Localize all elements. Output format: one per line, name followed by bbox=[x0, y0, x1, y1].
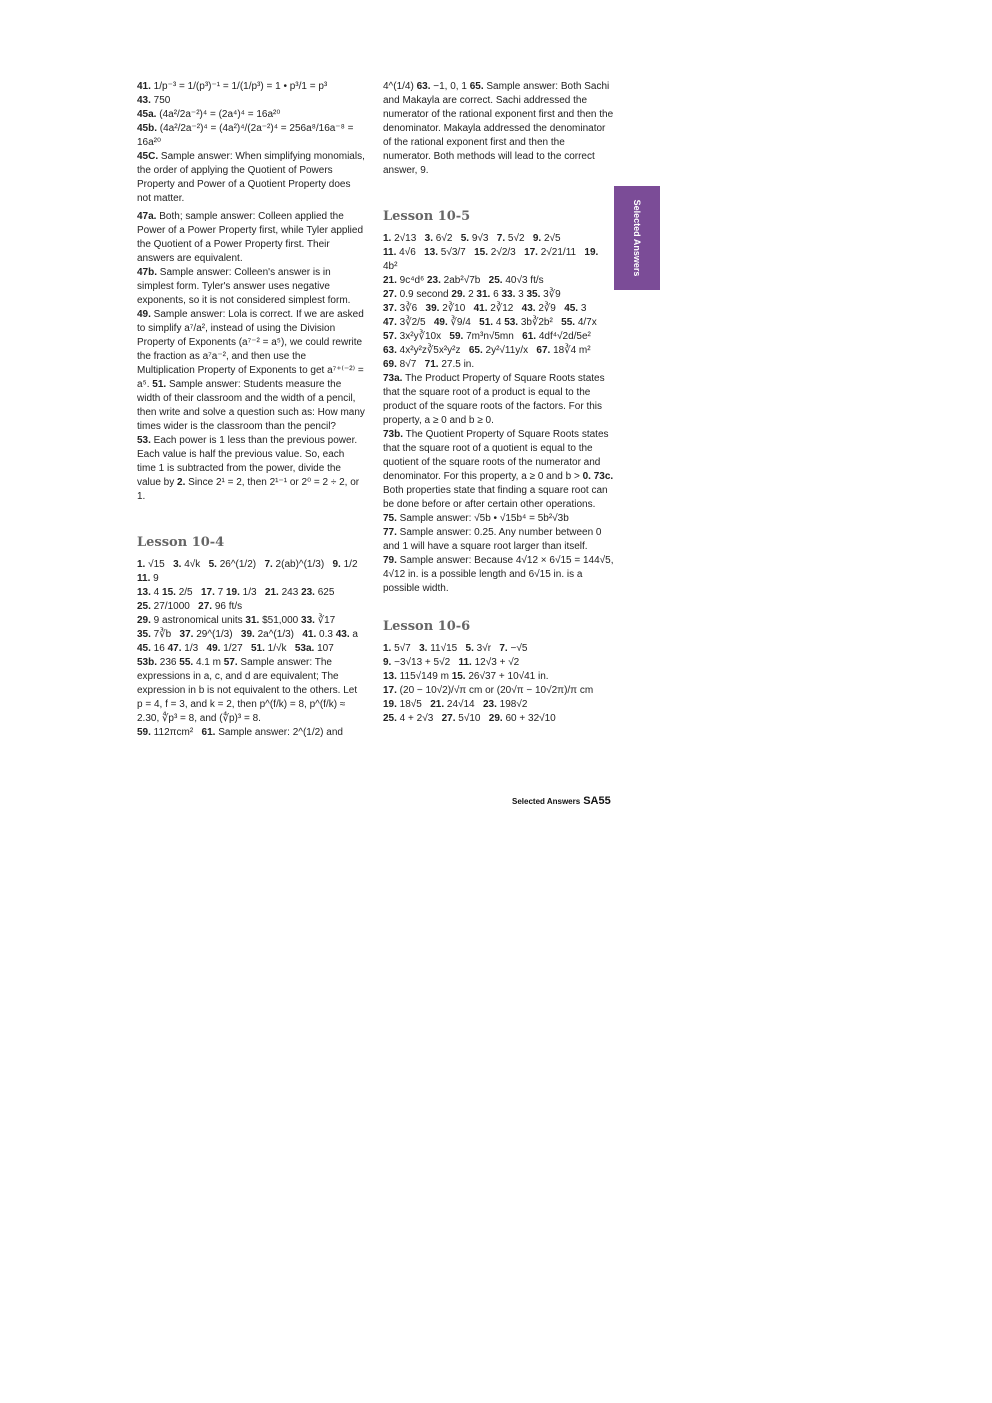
lesson-10-5-line: 57. 3x²y∛10x 59. 7m³n√5mn 61. 4df⁴√2d/5e² bbox=[383, 331, 591, 342]
answer-73b: 73b. The Quotient Property of Square Roots states that the square root of a quotient is equal to the quotient of the square roots of the numerator and denominator. For this property, a ≥ 0 and b > 0. 73c. Both properties state that finding a square root can be done before or after certain other operations. bbox=[383, 429, 614, 510]
lesson-10-4-line: 59. 112πcm² 61. Sample answer: 2^(1/2) and bbox=[137, 727, 343, 738]
footer-label: Selected Answers bbox=[512, 797, 581, 806]
answer-45b: 45b. (4a²/2a⁻²)⁴ = (4a²)⁴/(2a⁻²)⁴ = 256a⁸/16a⁻⁸ = 16a²⁰ bbox=[137, 123, 357, 148]
answer-77: 77. Sample answer: 0.25. Any number between 0 and 1 will have a square root larger than itself. bbox=[383, 527, 602, 552]
lesson-10-6-line: 1. 5√7 3. 11√15 5. 3√r 7. −√5 bbox=[383, 643, 528, 654]
answer-45a: 45a. (4a²/2a⁻²)⁴ = (2a⁴)⁴ = 16a²⁰ bbox=[137, 109, 281, 120]
lesson-10-4-line: 45. 16 47. 1/3 49. 1/27 51. 1/√k 53a. 107 bbox=[137, 643, 334, 654]
answer-45c: 45C. Sample answer: When simplifying monomials, the order of applying the Quotient of Powers Property and Power of a Quotient Property does not matter. bbox=[137, 151, 365, 204]
answer-53: 53. Each power is 1 less than the previous power. Each value is half the previous value. So, each time 1 is subtracted from the power, divide the value by 2. Since 2¹ = 2, then 2¹⁻¹ or 2⁰ = 2 ÷ 2, or 1. bbox=[137, 435, 360, 502]
lesson-10-5-line: 27. 0.9 second 29. 2 31. 6 33. 3 35. 3∛9 bbox=[383, 289, 561, 300]
answer-43: 43. 750 bbox=[137, 95, 171, 106]
answer-47b: 47b. Sample answer: Colleen's answer is in simplest form. Tyler's answer uses negative exponents, so it is not considered simplest form. 49. Sample answer: Lola is correct. If we are asked to simplify a⁷/a², instead of using the Division Property of Exponents (a⁷⁻² = a⁵), we could rewrite the fraction as a⁷a⁻², and then use the Multiplication Property of Exponents to get a⁷⁺⁽⁻²⁾ = a⁵. 51. Sample answer: Students measure the width of their classroom and the width of a pencil, then write and solve a question such as: How many times wider is the classroom than the pencil? bbox=[137, 267, 365, 432]
lesson-10-4-line: 53b. 236 55. 4.1 m 57. Sample answer: The expressions in a, c, and d are equivalent; The expression in b is not equivalent to the others. Let p = 4, f = 3, and k = 2, then p^(f/k) = 8, p^(f/k) ≈ 2.30, ∜p³ = 8, and (∜p)³ = 8. bbox=[137, 657, 358, 724]
lesson-10-4-line: 1. √15 3. 4√k 5. 26^(1/2) 7. 2(ab)^(1/3) 9. 1/2 11. 9 bbox=[137, 559, 366, 584]
tab-label: Selected Answers bbox=[632, 199, 642, 277]
page-number: SA55 bbox=[583, 795, 611, 807]
right-column bbox=[383, 80, 615, 726]
lesson-10-4-line: 35. 7∛b 37. 29^(1/3) 39. 2a^(1/3) 41. 0.3 43. a bbox=[137, 629, 358, 640]
answer-41: 41. 1/p⁻³ = 1/(p³)⁻¹ = 1/(1/p³) = 1 • p³/1 = p³ bbox=[137, 81, 328, 92]
lesson-10-5-line: 69. 8√7 71. 27.5 in. bbox=[383, 359, 475, 370]
lesson-10-5-line: 47. 3∛2/5 49. ∛9/4 51. 4 53. 3b∛2b² 55. 4/7x bbox=[383, 317, 597, 328]
page-footer bbox=[512, 795, 611, 807]
left-column bbox=[137, 80, 365, 740]
lesson-10-6-line: 13. 115√149 m 15. 26√37 + 10√41 in. bbox=[383, 671, 549, 682]
lesson-10-6-line: 17. (20 − 10√2)/√π cm or (20√π − 10√2π)/π cm bbox=[383, 685, 594, 696]
lesson-10-6-line: 9. −3√13 + 5√2 11. 12√3 + √2 bbox=[383, 657, 520, 668]
lesson-10-6-line: 19. 18√5 21. 24√14 23. 198√2 bbox=[383, 699, 528, 710]
answer-75: 75. Sample answer: √5b • √15b⁴ = 5b²√3b bbox=[383, 513, 569, 524]
lesson-10-4-title: Lesson 10-4 bbox=[137, 535, 225, 550]
answer-73a: 73a. The Product Property of Square Roots states that the square root of a product is equal to the product of the square roots of the factors. For this property, a ≥ 0 and b ≥ 0. bbox=[383, 373, 605, 426]
lesson-10-5-line: 1. 2√13 3. 6√2 5. 9√3 7. 5√2 9. 2√5 bbox=[383, 233, 561, 244]
answer-79: 79. Sample answer: Because 4√12 × 6√15 = 144√5, 4√12 in. is a possible length and 6√15 in. is a possible width. bbox=[383, 555, 614, 594]
lesson-10-5-line: 37. 3∛6 39. 2∛10 41. 2∛12 43. 2∛9 45. 3 bbox=[383, 303, 587, 314]
lesson-10-4-line: 29. 9 astronomical units 31. $51,000 33. ∛17 bbox=[137, 615, 336, 626]
lesson-10-4-line: 25. 27/1000 27. 96 ft/s bbox=[137, 601, 243, 612]
lesson-10-6-line: 25. 4 + 2√3 27. 5√10 29. 60 + 32√10 bbox=[383, 713, 556, 724]
lesson-10-6-title: Lesson 10-6 bbox=[383, 619, 471, 634]
lesson-10-5-line: 63. 4x²y²z∛5x²y²z 65. 2y²√11y/x 67. 18∛4 m² bbox=[383, 345, 591, 356]
lesson-10-4-line: 13. 4 15. 2/5 17. 7 19. 1/3 21. 243 23. 625 bbox=[137, 587, 335, 598]
lesson-10-5-title: Lesson 10-5 bbox=[383, 209, 471, 224]
lesson-10-5-line: 11. 4√6 13. 5√3/7 15. 2√2/3 17. 2√21/11 19. 4b² bbox=[383, 247, 602, 272]
selected-answers-tab bbox=[614, 186, 660, 290]
answer-47a: 47a. Both; sample answer: Colleen applied the Power of a Power Property first, while Tyler applied the Quotient of a Power Property first. Their answers are equivalent. bbox=[137, 211, 364, 264]
answer-63-65: 4^(1/4) 63. −1, 0, 1 65. Sample answer: Both Sachi and Makayla are correct. Sachi addressed the numerator of the rational exponent first and then the denominator. Makayla addressed the denominator of the rational exponent first and then the numerator. Both methods will lead to the correct answer, 9. bbox=[383, 81, 614, 176]
lesson-10-5-line: 21. 9c⁴d⁶ 23. 2ab²√7b 25. 40√3 ft/s bbox=[383, 275, 544, 286]
